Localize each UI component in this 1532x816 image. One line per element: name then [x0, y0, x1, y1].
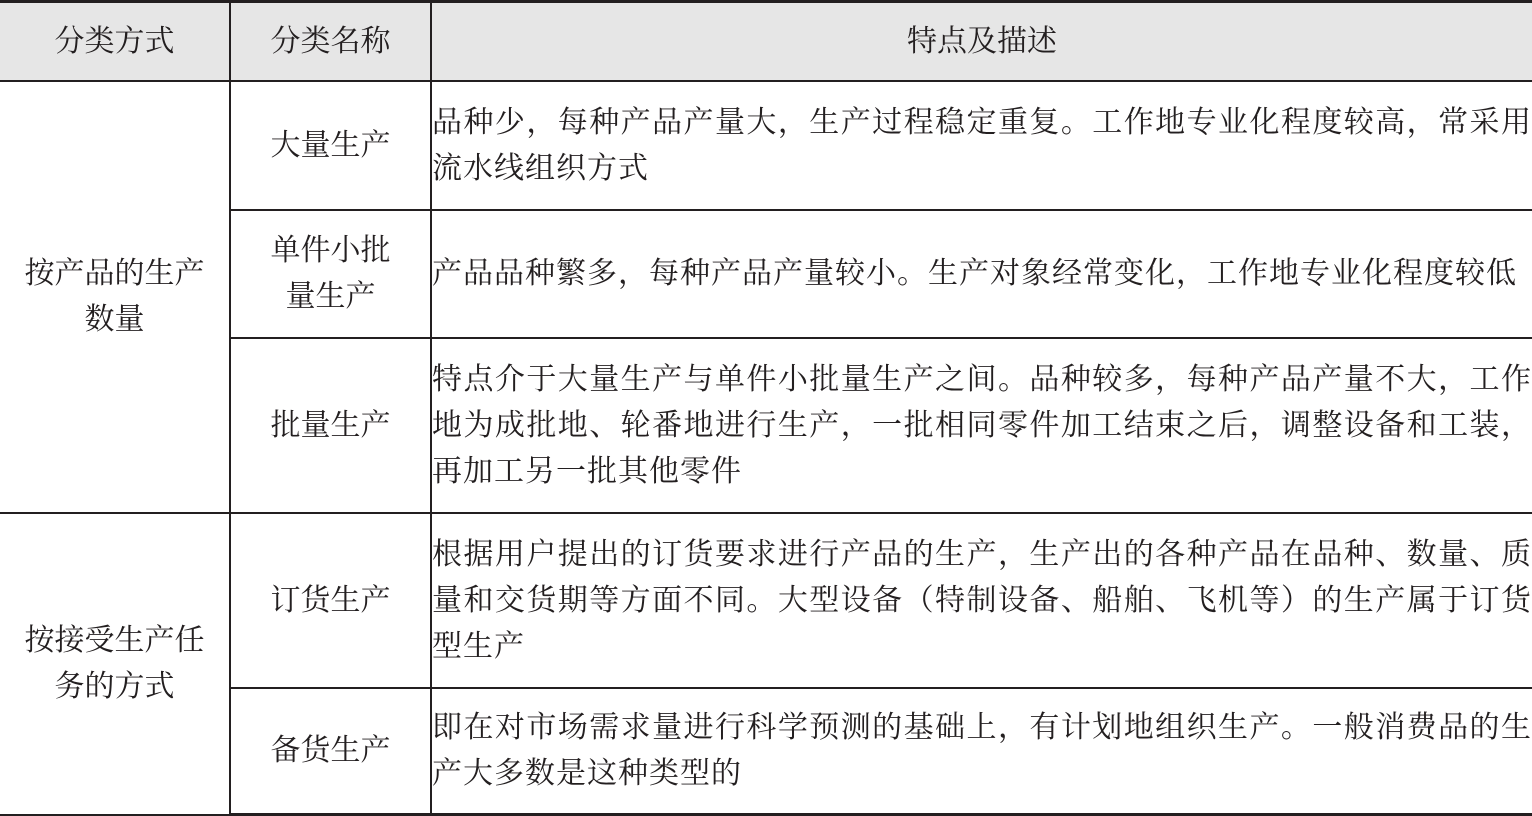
header-method: 分类方式 [0, 2, 230, 82]
desc-cell: 根据用户提出的订货要求进行产品的生产，生产出的各种产品在品种、数量、质量和交货期等方面不同。大型设备（特制设备、船舶、飞机等）的生产属于订货型生产 [431, 513, 1532, 688]
desc-cell: 产品品种繁多，每种产品产量较小。生产对象经常变化，工作地专业化程度较低 [431, 210, 1532, 338]
table-row [0, 513, 1532, 688]
method-cell-task [0, 513, 230, 815]
header-name: 分类名称 [230, 2, 431, 82]
method-label: 按产品的生产数量 [24, 256, 205, 337]
table-body [0, 81, 1532, 815]
table-row [0, 81, 1532, 210]
table-row [0, 338, 1532, 513]
method-cell-quantity [0, 81, 230, 513]
name-cell: 订货生产 [230, 513, 431, 688]
table-row [0, 688, 1532, 815]
name-cell: 批量生产 [230, 338, 431, 513]
name-cell: 大量生产 [230, 81, 431, 210]
table-header [0, 2, 1532, 82]
header-row [0, 2, 1532, 82]
name-cell [230, 210, 431, 338]
name-cell: 备货生产 [230, 688, 431, 815]
table-row [0, 210, 1532, 338]
desc-cell: 特点介于大量生产与单件小批量生产之间。品种较多，每种产品产量不大，工作地为成批地、轮番地进行生产，一批相同零件加工结束之后，调整设备和工装，再加工另一批其他零件 [431, 338, 1532, 513]
header-desc: 特点及描述 [431, 2, 1532, 82]
desc-cell: 品种少，每种产品产量大，生产过程稳定重复。工作地专业化程度较高，常采用流水线组织方式 [431, 81, 1532, 210]
name-label: 单件小批量生产 [270, 233, 391, 314]
desc-cell: 即在对市场需求量进行科学预测的基础上，有计划地组织生产。一般消费品的生产大多数是这种类型的 [431, 688, 1532, 815]
method-label: 按接受生产任务的方式 [24, 622, 205, 704]
